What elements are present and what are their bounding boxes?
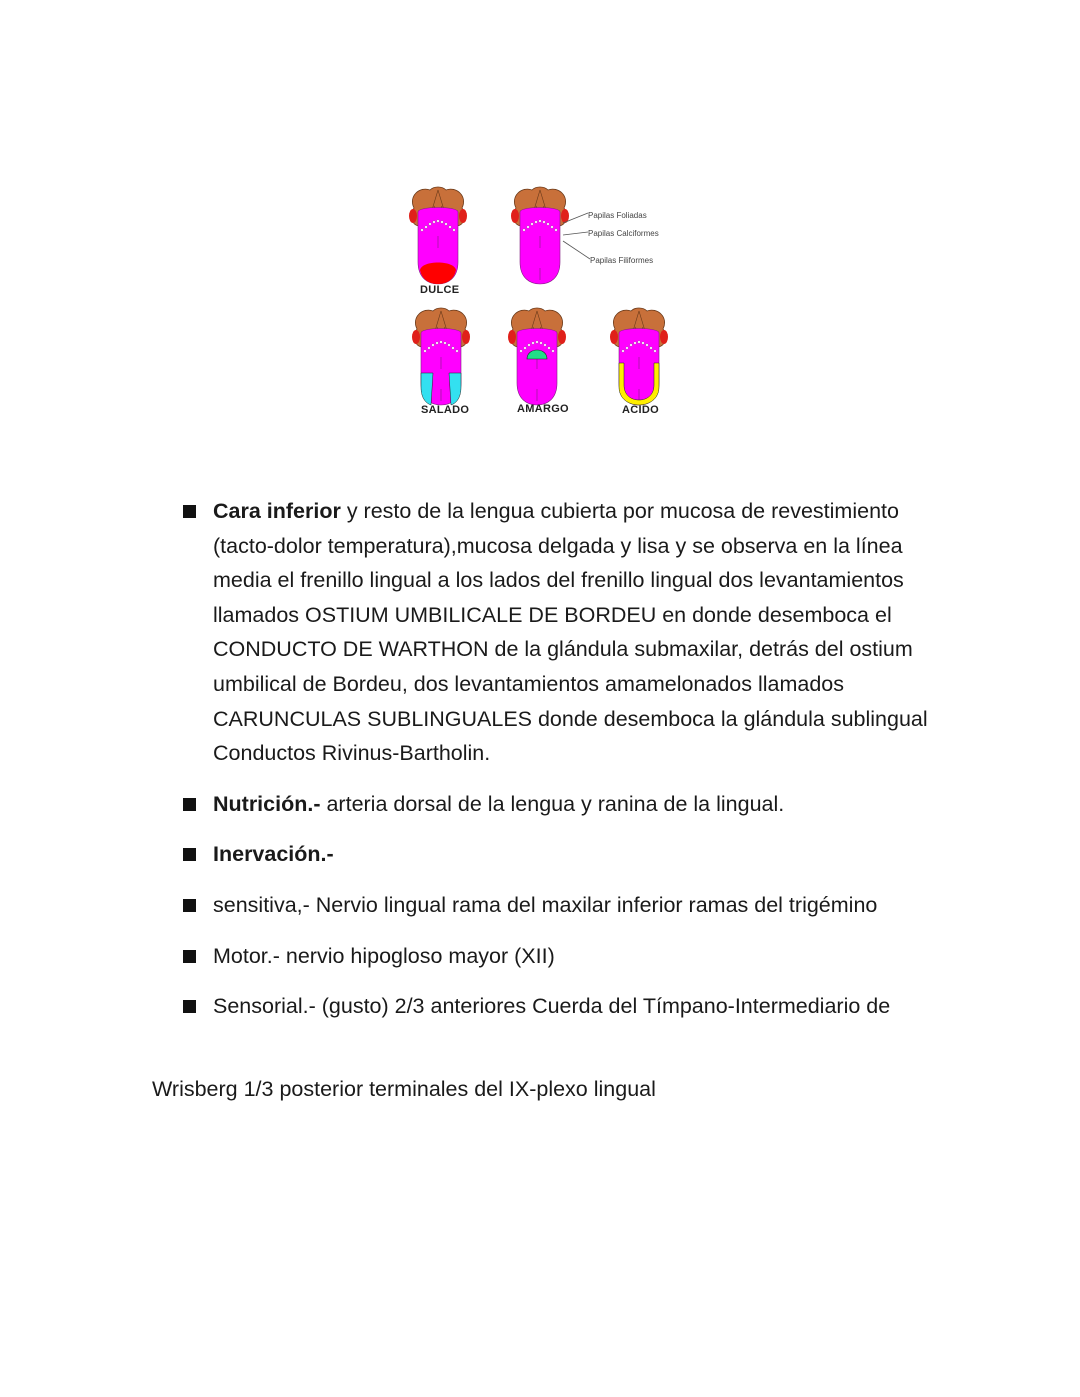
callout-lines xyxy=(560,205,590,265)
tongue-amargo xyxy=(505,307,569,407)
bullet-list xyxy=(183,494,943,1024)
bullet-square-icon xyxy=(183,505,196,518)
list-item-motor xyxy=(183,939,943,974)
bullet-square-icon xyxy=(183,950,196,963)
list-item-inervacion xyxy=(183,837,943,872)
tongue-acido xyxy=(607,307,671,407)
label-amargo: AMARGO xyxy=(517,403,569,415)
list-item-sensitiva xyxy=(183,888,943,923)
item-text: y resto de la lengua cubierta por mucosa de revestimiento (tacto-dolor temperatura),mucosa delgada y lisa y se observa en la línea media el frenillo lingual a los lados del frenillo lingual dos levantamientos llamados OSTIUM UMBILICALE DE BORDEU en donde desemboca el CONDUCTO DE WARTHON de la glándula submaxilar, detrás del ostium umbilical de Bordeu, dos levantamientos amamelonados llamados CARUNCULAS SUBLINGUALES donde desemboca la glándula sublingual Conductos Rivinus-Bartholin. xyxy=(213,499,928,766)
label-salado: SALADO xyxy=(421,404,470,416)
item-heading: Cara inferior xyxy=(213,499,341,523)
taste-map-figure xyxy=(400,180,680,420)
item-heading: Nutrición.- xyxy=(213,791,321,816)
zone-salado-right xyxy=(449,373,461,405)
bullet-square-icon xyxy=(183,848,196,861)
bullet-square-icon xyxy=(183,899,196,912)
callout-calciformes: Papilas Calciformes xyxy=(588,229,659,238)
item-text: sensitiva,- Nervio lingual rama del maxilar inferior ramas del trigémino xyxy=(213,892,878,917)
continuation-text: Wrisberg 1/3 posterior terminales del IX-plexo lingual xyxy=(152,1077,656,1101)
tongue-dulce xyxy=(406,186,470,286)
item-text: Sensorial.- (gusto) 2/3 anteriores Cuerda del Tímpano-Intermediario de xyxy=(213,994,891,1019)
bullet-square-icon xyxy=(183,798,196,811)
list-item-cara-inferior xyxy=(183,494,943,771)
list-item-sensorial xyxy=(183,989,943,1024)
tongue-salado xyxy=(409,307,473,407)
bullet-square-icon xyxy=(183,1000,196,1013)
item-heading: Inervación.- xyxy=(213,842,334,867)
label-dulce: DULCE xyxy=(420,284,460,296)
callout-foliadas: Papilas Foliadas xyxy=(588,211,647,220)
list-item-nutricion xyxy=(183,787,943,822)
zone-dulce xyxy=(420,263,456,285)
callout-filiformes: Papilas Filiformes xyxy=(590,256,654,265)
item-text: Motor.- nervio hipogloso mayor (XII) xyxy=(213,943,555,968)
item-text: arteria dorsal de la lengua y ranina de la lingual. xyxy=(320,791,785,816)
label-acido: ACIDO xyxy=(622,404,659,416)
zone-salado-left xyxy=(421,373,433,405)
